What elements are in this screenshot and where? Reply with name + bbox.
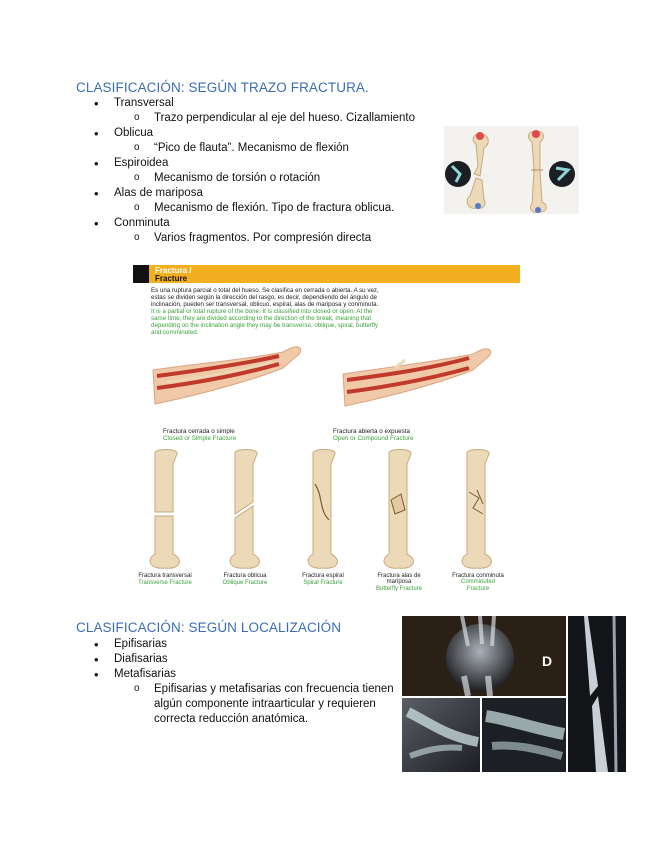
- bone-label-en: Butterfly Fracture: [375, 586, 423, 591]
- bone-label-es: Fractura espiral: [302, 573, 344, 579]
- xray-side-letter: D: [542, 653, 553, 669]
- bone-label-en: Oblique Fracture: [222, 580, 268, 586]
- list-subitem: o Mecanismo de flexión. Tipo de fractura oblicua.: [76, 201, 415, 216]
- bone-label-en: Spiral Fracture: [303, 580, 343, 586]
- list-item: • Oblicua: [76, 126, 415, 141]
- figure-title-en: Fracture: [155, 274, 188, 283]
- figure-desc-en-line: and comminuted.: [151, 329, 199, 336]
- list-item: • Transversal: [76, 96, 415, 111]
- bone-label-es: Fractura transversal: [138, 573, 192, 579]
- section-heading-trazo: CLASIFICACIÓN: SEGÚN TRAZO FRACTURA.: [76, 80, 369, 95]
- bone-label-es: Fractura alas de: [377, 573, 421, 579]
- figure-desc-es-line: inclinación, pueden ser transversal, oblicuo, espiral, alas de mariposa y conminuta.: [151, 301, 379, 308]
- list-item: • Espiroidea: [76, 156, 415, 171]
- list-subitem: o Varios fragmentos. Por compresión directa: [76, 231, 415, 246]
- open-fracture-label-en: Open or Compound Fracture: [333, 435, 414, 442]
- list-item: • Conminuta: [76, 216, 415, 231]
- closed-fracture-label-en: Closed or Simple Fracture: [163, 435, 237, 442]
- section-heading-localizacion: CLASIFICACIÓN: SEGÚN LOCALIZACIÓN: [76, 620, 342, 635]
- figure-desc-en-line: It is a partial or total rupture of the bone. It is classified into closed or open. At the: [151, 308, 373, 315]
- fracture-types-figure: [133, 264, 520, 591]
- list-subitem: o Epifisarias y metafisarias con frecuencia tienen algún componente intraarticular y requieren correcta reducción anatómica.: [76, 682, 404, 727]
- bone-label-es-2: mariposa: [386, 579, 412, 585]
- bone-label-en: Transverse Fracture: [138, 580, 192, 586]
- figure-desc-en-line: depending on the inclination angle they may be transverse, oblique, spiral, butterfly: [151, 322, 379, 329]
- femur-fracture-illustration: [444, 126, 579, 214]
- list-item: • Metafisarias: [76, 667, 404, 682]
- bone-label-en: Comminuted: [460, 579, 496, 585]
- bone-label-en: Fracture: [466, 586, 490, 591]
- figure-desc-en-line: same time, they are divided according to the direction of the break, meaning that: [151, 315, 372, 322]
- list-subitem: o “Pico de flauta”. Mecanismo de flexión: [76, 141, 415, 156]
- figure-desc-es-line: estas se dividen según la dirección del rasgo, es decir, dependiendo del ángulo de: [151, 294, 378, 301]
- open-fracture-label-es: Fractura abierta o expuesta: [333, 428, 411, 435]
- xray-long-bone: [568, 616, 626, 772]
- xray-wrist-ap: [402, 616, 566, 696]
- xray-wrist-lateral: [402, 698, 480, 772]
- list-subitem: o Mecanismo de torsión o rotación: [76, 171, 415, 186]
- list-item: • Alas de mariposa: [76, 186, 415, 201]
- xray-wrist-oblique: [482, 698, 566, 772]
- bone-label-es: Fractura conminuta: [452, 573, 504, 579]
- list-subitem: o Trazo perpendicular al eje del hueso. Cizallamiento: [76, 111, 415, 126]
- trazo-list: [76, 96, 415, 246]
- bone-label-es: Fractura oblicua: [223, 573, 267, 579]
- closed-fracture-label-es: Fractura cerrada o simple: [163, 428, 235, 435]
- xray-collage: [402, 616, 626, 772]
- figure-desc-es-line: Es una ruptura parcial o total del hueso. Se clasifica en cerrada o abierta. A su vez,: [151, 287, 379, 294]
- list-item: • Epifisarias: [76, 637, 404, 652]
- localizacion-list: [76, 637, 404, 727]
- figure-title-es: Fractura /: [155, 266, 192, 275]
- list-item: • Diafisarias: [76, 652, 404, 667]
